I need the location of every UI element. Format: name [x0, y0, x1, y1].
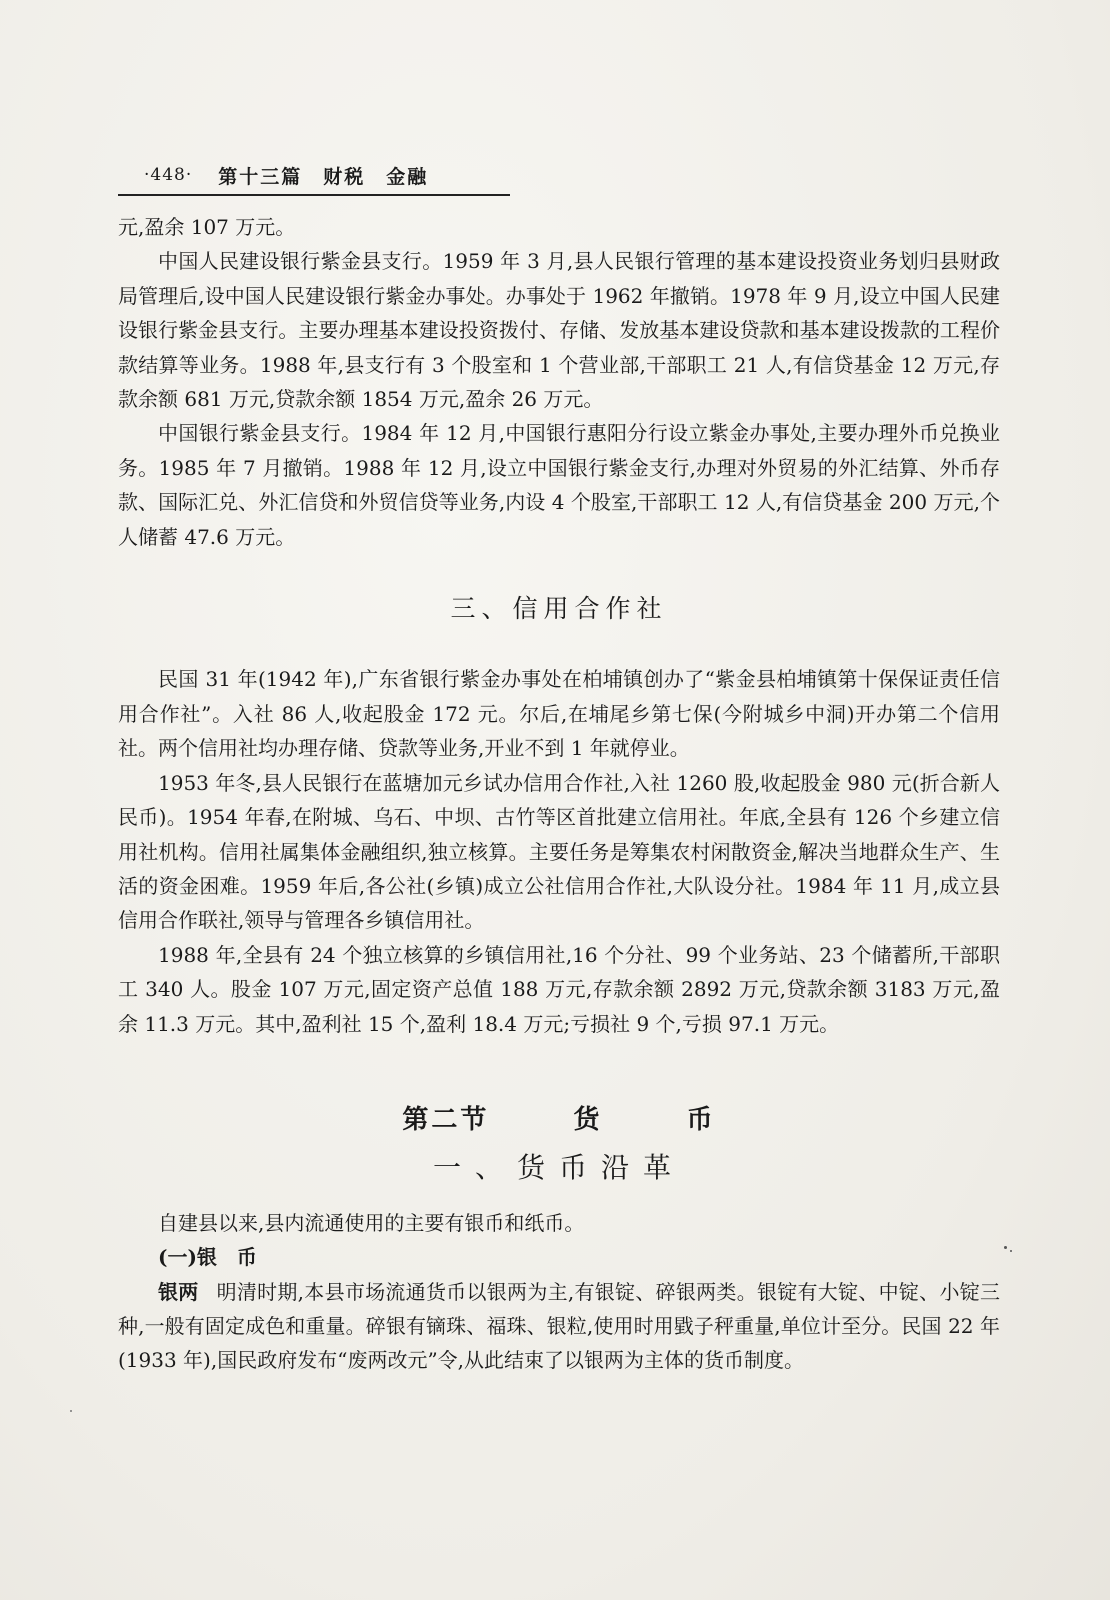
page-number: ·448·: [144, 165, 193, 185]
chapter-heading-number: 第二节: [402, 1104, 490, 1135]
run-in-term: 银两: [158, 1279, 199, 1304]
paragraph-silver-taels-text: 明清时期,本县市场流通货币以银两为主,有银锭、碎银两类。银锭有大锭、中锭、小锭三种,一般有固定成色和重量。碎银有镝珠、福珠、银粒,使用时用戥子秤重量,单位计至分。民国 22 年(1933 年),国民政府发布“废两改元”令,从此结束了以银两为主体的货币制度。: [118, 1279, 1001, 1373]
running-header-title: 第十三篇 财税 金融: [218, 165, 429, 188]
paragraph-bank-of-china: 中国银行紫金县支行。1984 年 12 月,中国银行惠阳分行设立紫金办事处,主要办理外币兑换业务。1985 年 7 月撤销。1988 年 12 月,设立中国银行紫金支行,办理对外贸易的外汇结算、外币存款、国际汇兑、外汇信贷和外贸信贷等业务,内设 4 个股室,干部职工 12 人,有信贷基金 200 万元,个人储蓄 47.6 万元。: [118, 421, 1000, 549]
chapter-heading-word2: 币: [686, 1104, 716, 1135]
scan-speck: [1010, 1250, 1012, 1252]
paragraph-construction-bank: 中国人民建设银行紫金县支行。1959 年 3 月,县人民银行管理的基本建设投资业务划归县财政局管理后,设中国人民建设银行紫金办事处。办事处于 1962 年撤销。1978 年 9 月,设立中国人民建设银行紫金县支行。主要办理基本建设投资拨付、存储、发放基本建设贷款和基本建设拨款的工程价款结算等业务。1988 年,县支行有 3 个股室和 1 个营业部,干部职工 21 人,有信贷基金 12 万元,存款余额 681 万元,贷款余额 1854 万元,盈余 26 万元。: [118, 249, 1000, 412]
paragraph-silver-taels: [118, 1275, 1000, 1378]
page-body: [118, 210, 1000, 1378]
paragraph-credit-coop-1988: 1988 年,全县有 24 个独立核算的乡镇信用社,16 个分社、99 个业务站、23 个储蓄所,干部职工 340 人。股金 107 万元,固定资产总值 188 万元,存款余额 2892 万元,贷款余额 3183 万元,盈余 11.3 万元。其中,盈利社 15 个,盈利 18.4 万元;亏损社 9 个,亏损 97.1 万元。: [118, 942, 1000, 1036]
paragraph-continuation: 元,盈余 107 万元。: [118, 215, 296, 239]
chapter-heading-currency: [118, 1103, 1000, 1137]
chapter-heading-word1: 货: [573, 1104, 603, 1135]
paragraph-credit-coop-1953: 1953 年冬,县人民银行在蓝塘加元乡试办信用合作社,入社 1260 股,收起股金 980 元(折合新人民币)。1954 年春,在附城、乌石、中坝、古竹等区首批建立信用社。年底,全县有 126 个乡建立信用社机构。信用社属集体金融组织,独立核算。主要任务是筹集农村闲散资金,解决当地群众生产、生活的资金困难。1959 年后,各公社(乡镇)成立公社信用合作社,大队设分社。1984 年 11 月,成立县信用合作联社,领导与管理各乡镇信用社。: [118, 770, 1000, 933]
scan-speck: [1004, 1246, 1007, 1249]
running-header: [118, 156, 510, 196]
paragraph-credit-coop-history: 民国 31 年(1942 年),广东省银行紫金办事处在柏埔镇创办了“紫金县柏埔镇第十保保证责任信用合作社”。入社 86 人,收起股金 172 元。尔后,在埔尾乡第七保(今附城乡中洞)开办第二个信用社。两个信用社均办理存储、贷款等业务,开业不到 1 年就停业。: [118, 667, 1000, 761]
list-item-silver-coin: (一)银 币: [158, 1245, 257, 1270]
section-heading-credit-cooperatives: 三、信用合作社: [450, 594, 668, 624]
scan-speck: [70, 1410, 72, 1412]
subsection-heading-currency-history: 一、货币沿革: [432, 1151, 685, 1185]
paragraph-currency-intro: 自建县以来,县内流通使用的主要有银币和纸币。: [158, 1210, 585, 1235]
